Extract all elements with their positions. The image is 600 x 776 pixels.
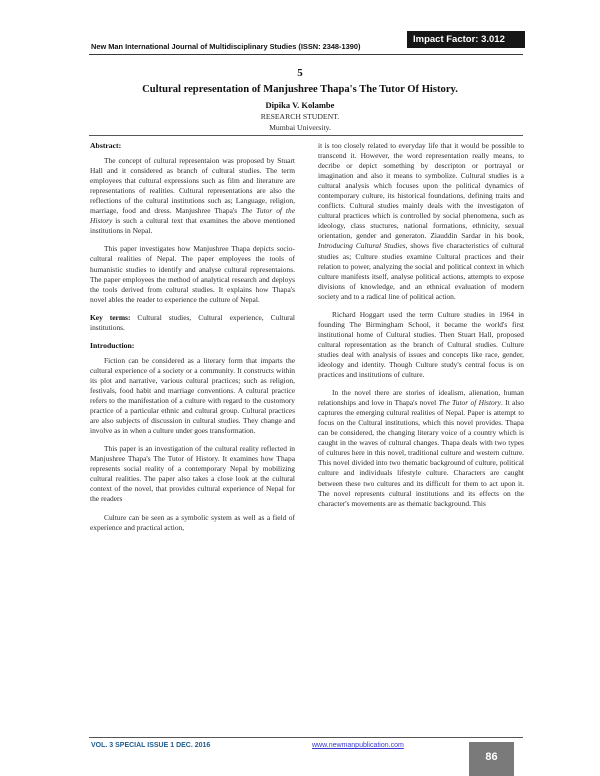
- author-name: Dipika V. Kolambe: [265, 100, 335, 110]
- left-column: [90, 141, 295, 541]
- body-paragraph-1: it is too closely related to everyday life that it would be possible to transcend it. However, the word representation really means, to decribe or depict something by descripton or portrayal or imagination and also it means to symbolize. Cultural studies is a cultural analysis which focuses upon the political dynamics of contemporary culture, its historical foundations, defining traits and conflicts. Cultural studies mainly deals with the investigaton of cultural practices which is controlled by social phenomena, such as ideology, class stuctures, national formations, ethnicity, sexual orientation, gender and generaton. Ziauddin Sardar in his book, Introducing Cultural Studies, shows five characteristics of cultural studies as; Culture studies examine Cultural practices and their relation to power, analyzing the social and political context in which culture manifests itself, analyse political actions, attempts to expose divisions of knowledge, and an ethnical evaluation of modern society and to a radical line of political action.: [318, 141, 524, 301]
- author-affiliation-role: RESEARCH STUDENT.: [260, 112, 340, 121]
- abstract-heading: Abstract:: [90, 141, 122, 150]
- abstract-paragraph-2: This paper investigates how Manjushree Thapa depicts socio- cultural realities of Nepal. The paper employees the tools of humanistic studies to identify and analyse cultural representaions. The paper employees the method of analytical research and deploys the tools derived from cultural studies. It explains how Thapa's novel ables the reader to experience the culture of Nepal.: [90, 244, 295, 304]
- body-paragraph-3: In the novel there are stories of idealism, alienation, human relationships and love in Thapa's novel The Tutor of History. It also captures the emerging cultural realities of Nepal. Paper is attempt to focus on the Cultural institutions, which this novel provides. Thapa can be considered, the changing literary voice of a country which is caught in the waves of cultural changes. Thapa deals with two types of cultures here in this novel, traditional culture and western culture. This novel divided into two thematic background of culture, political culture and individuals lifestyle culture. Characters are caught between these two cultures and its difficult for them to act upon it. The novel represents cultural institutions and its effects on the character's movements are as thematic background. This: [318, 388, 524, 508]
- paper-number: 5: [297, 67, 303, 79]
- key-terms: Key terms: Cultural studies, Cultural experience, Cultural institutions.: [90, 312, 296, 332]
- header-rule: [89, 54, 523, 55]
- author-affiliation-university: Mumbai University.: [269, 123, 331, 132]
- body-paragraph-2: Richard Hoggart used the term Culture studies in 1964 in founding The Birmingham School, it became the world's first institutional home of Cultural studies. Then Stuart Hall, proposed cultural representation as the branch of Cultural studies. Culture studies deal with analysis of issues and concepts like race, gender, ideology and identity. Though Culture study's central focus is on practices and institutions of culture.: [318, 309, 524, 380]
- right-column: [318, 141, 524, 517]
- page-number: 86: [469, 742, 514, 776]
- footer-rule: [89, 737, 523, 738]
- title-rule: [89, 135, 523, 136]
- introduction-paragraph-2: This paper is an investigation of the cultural reality reflected in Manjushree Thapa's The Tutor of History. It examines how Thapa represents social reality of a contemporary Nepal by mobilizing cultural realities. The paper also takes a close look at the cultural context of the novel, that provides cultural experience of Nepal for the readers: [90, 444, 295, 504]
- impact-factor-badge: Impact Factor: 3.012: [407, 31, 525, 48]
- abstract-paragraph-1: The concept of cultural representaion was proposed by Stuart Hall and it considered as branch of cultural studies. The term employees that cultural expressions such as film and literature are representations of realities. Cultural representations are also the reflections of the cultural institutions such as; Language, religion, marriage, food and dress. Manjushree Thapa's The Tutor of the History is such a cultural text that examines the above mentioned institutions in Nepal.: [90, 156, 295, 236]
- publisher-link[interactable]: www.newmanpublication.com: [312, 742, 404, 749]
- journal-title: New Man International Journal of Multidisciplinary Studies (ISSN: 2348-1390): [91, 42, 361, 51]
- introduction-paragraph-3: Culture can be seen as a symbolic system as well as a field of experience and practical action,: [90, 512, 295, 532]
- paper-title: Cultural representation of Manjushree Thapa's The Tutor Of History.: [142, 84, 458, 95]
- introduction-paragraph-1: Fiction can be considered as a literary form that imparts the cultural experience of a society or a community. It constructs within its plot and narrative, various cultural practices; such as religion, festivals, food habit and marriage conventions. A cultural practice refers to the manifestation of a culture with regard to the customory practice of a particular ethnic and cultural group. Cultural practices are also subjects of discussion in cultural studies. They change and involve as in when a culture under goes transformation.: [90, 355, 295, 436]
- issue-info: VOL. 3 SPECIAL ISSUE 1 DEC. 2016: [91, 742, 211, 749]
- introduction-heading: Introduction:: [90, 340, 135, 350]
